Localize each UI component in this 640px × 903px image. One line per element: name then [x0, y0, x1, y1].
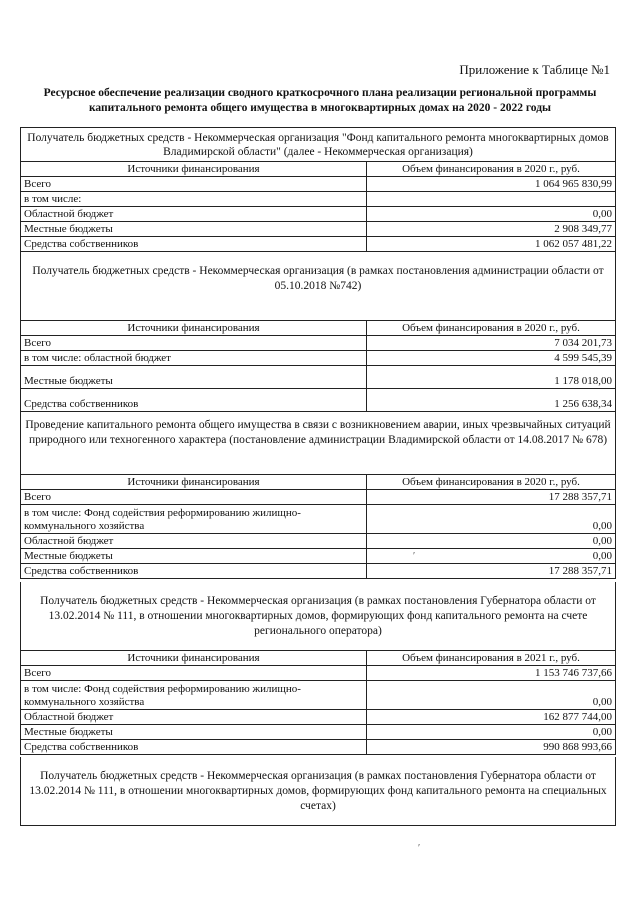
table-row: Средства собственников 990 868 993,66 — [21, 740, 615, 755]
table-row: Средства собственников 17 288 357,71 — [21, 564, 615, 579]
section-4-caption-block — [20, 582, 616, 650]
table-row: Местные бюджеты 0,00 — [21, 549, 615, 564]
section-caption: Проведение капитального ремонта общего имущества в связи с возникновением аварии, иных чрезвычайных ситуаций природного или техногенного характера (постановление администрации Владимирской области от 14.08.2017 № 678) — [25, 419, 611, 446]
table-row: в том числе: Фонд содействия реформированию жилищно-коммунального хозяйства 0,00 — [21, 681, 615, 710]
scan-mark-decoration: ʹ — [418, 843, 421, 854]
column-header-source: Источники финансирования — [21, 162, 367, 177]
table-row: Всего 1 064 965 830,99 — [21, 177, 615, 192]
column-header-source: Источники финансирования — [21, 475, 367, 490]
table-row: Всего 7 034 201,73 — [21, 336, 615, 351]
column-header-amount: Объем финансирования в 2020 г., руб. — [402, 163, 580, 175]
table-row: Областной бюджет 162 877 744,00 — [21, 710, 615, 725]
table-row: в том числе: — [21, 192, 615, 207]
section-1-table — [20, 127, 616, 252]
column-header-amount: Объем финансирования в 2020 г., руб. — [402, 322, 580, 334]
table-row: в том числе: областной бюджет 4 599 545,39 — [21, 351, 615, 366]
document-title: Ресурсное обеспечение реализации сводного краткосрочного плана реализации региональной программы капитального ремонта общего имущества в многоквартирных домах на 2020 - 2022 годы — [43, 87, 597, 114]
table-row: Местные бюджеты 1 178 018,00 — [21, 366, 615, 389]
table-row: Всего 17 288 357,71 — [21, 490, 615, 505]
column-header-amount: Объем финансирования в 2020 г., руб. — [402, 476, 580, 488]
section-2-table — [20, 320, 616, 412]
section-caption: Получатель бюджетных средств - Некоммерческая организация (в рамках постановления Губернатора области от 13.02.2014 № 111, в отношении многоквартирных домов, формирующих фонд капитального ремонта на специальных счетах) — [29, 770, 607, 812]
section-5-caption-block — [20, 757, 616, 826]
section-3-caption-block — [20, 408, 616, 474]
section-2-caption-block — [20, 252, 616, 320]
table-row: Средства собственников 1 256 638,34 — [21, 389, 615, 412]
section-4-table — [20, 650, 616, 755]
table-row: Средства собственников 1 062 057 481,22 — [21, 237, 615, 252]
table-row: Всего 1 153 746 737,66 — [21, 666, 615, 681]
column-header-amount: Объем финансирования в 2021 г., руб. — [402, 652, 580, 664]
section-3-table — [20, 474, 616, 579]
column-header-source: Источники финансирования — [21, 651, 367, 666]
table-row: Областной бюджет 0,00 — [21, 207, 615, 222]
table-row: в том числе: Фонд содействия реформированию жилищно-коммунального хозяйства 0,00 — [21, 505, 615, 534]
scan-mark-decoration: ʹ — [413, 551, 416, 562]
section-caption: Получатель бюджетных средств - Некоммерческая организация (в рамках постановления администрации области от 05.10.2018 №742) — [32, 265, 604, 292]
column-header-source: Источники финансирования — [21, 321, 367, 336]
appendix-label: Приложение к Таблице №1 — [459, 62, 610, 77]
section-caption: Получатель бюджетных средств - Некоммерческая организация (в рамках постановления Губернатора области от 13.02.2014 № 111, в отношении многоквартирных домов, формирующих фонд капитального ремонта на счете регионального оператора) — [40, 595, 596, 637]
table-row: Местные бюджеты 2 908 349,77 — [21, 222, 615, 237]
section-caption: Получатель бюджетных средств - Некоммерческая организация "Фонд капитального ремонта многоквартирных домов Владимирской области" (далее - Некоммерческая организация) — [21, 128, 615, 162]
table-row: Областной бюджет 0,00 — [21, 534, 615, 549]
table-row: Местные бюджеты 0,00 — [21, 725, 615, 740]
